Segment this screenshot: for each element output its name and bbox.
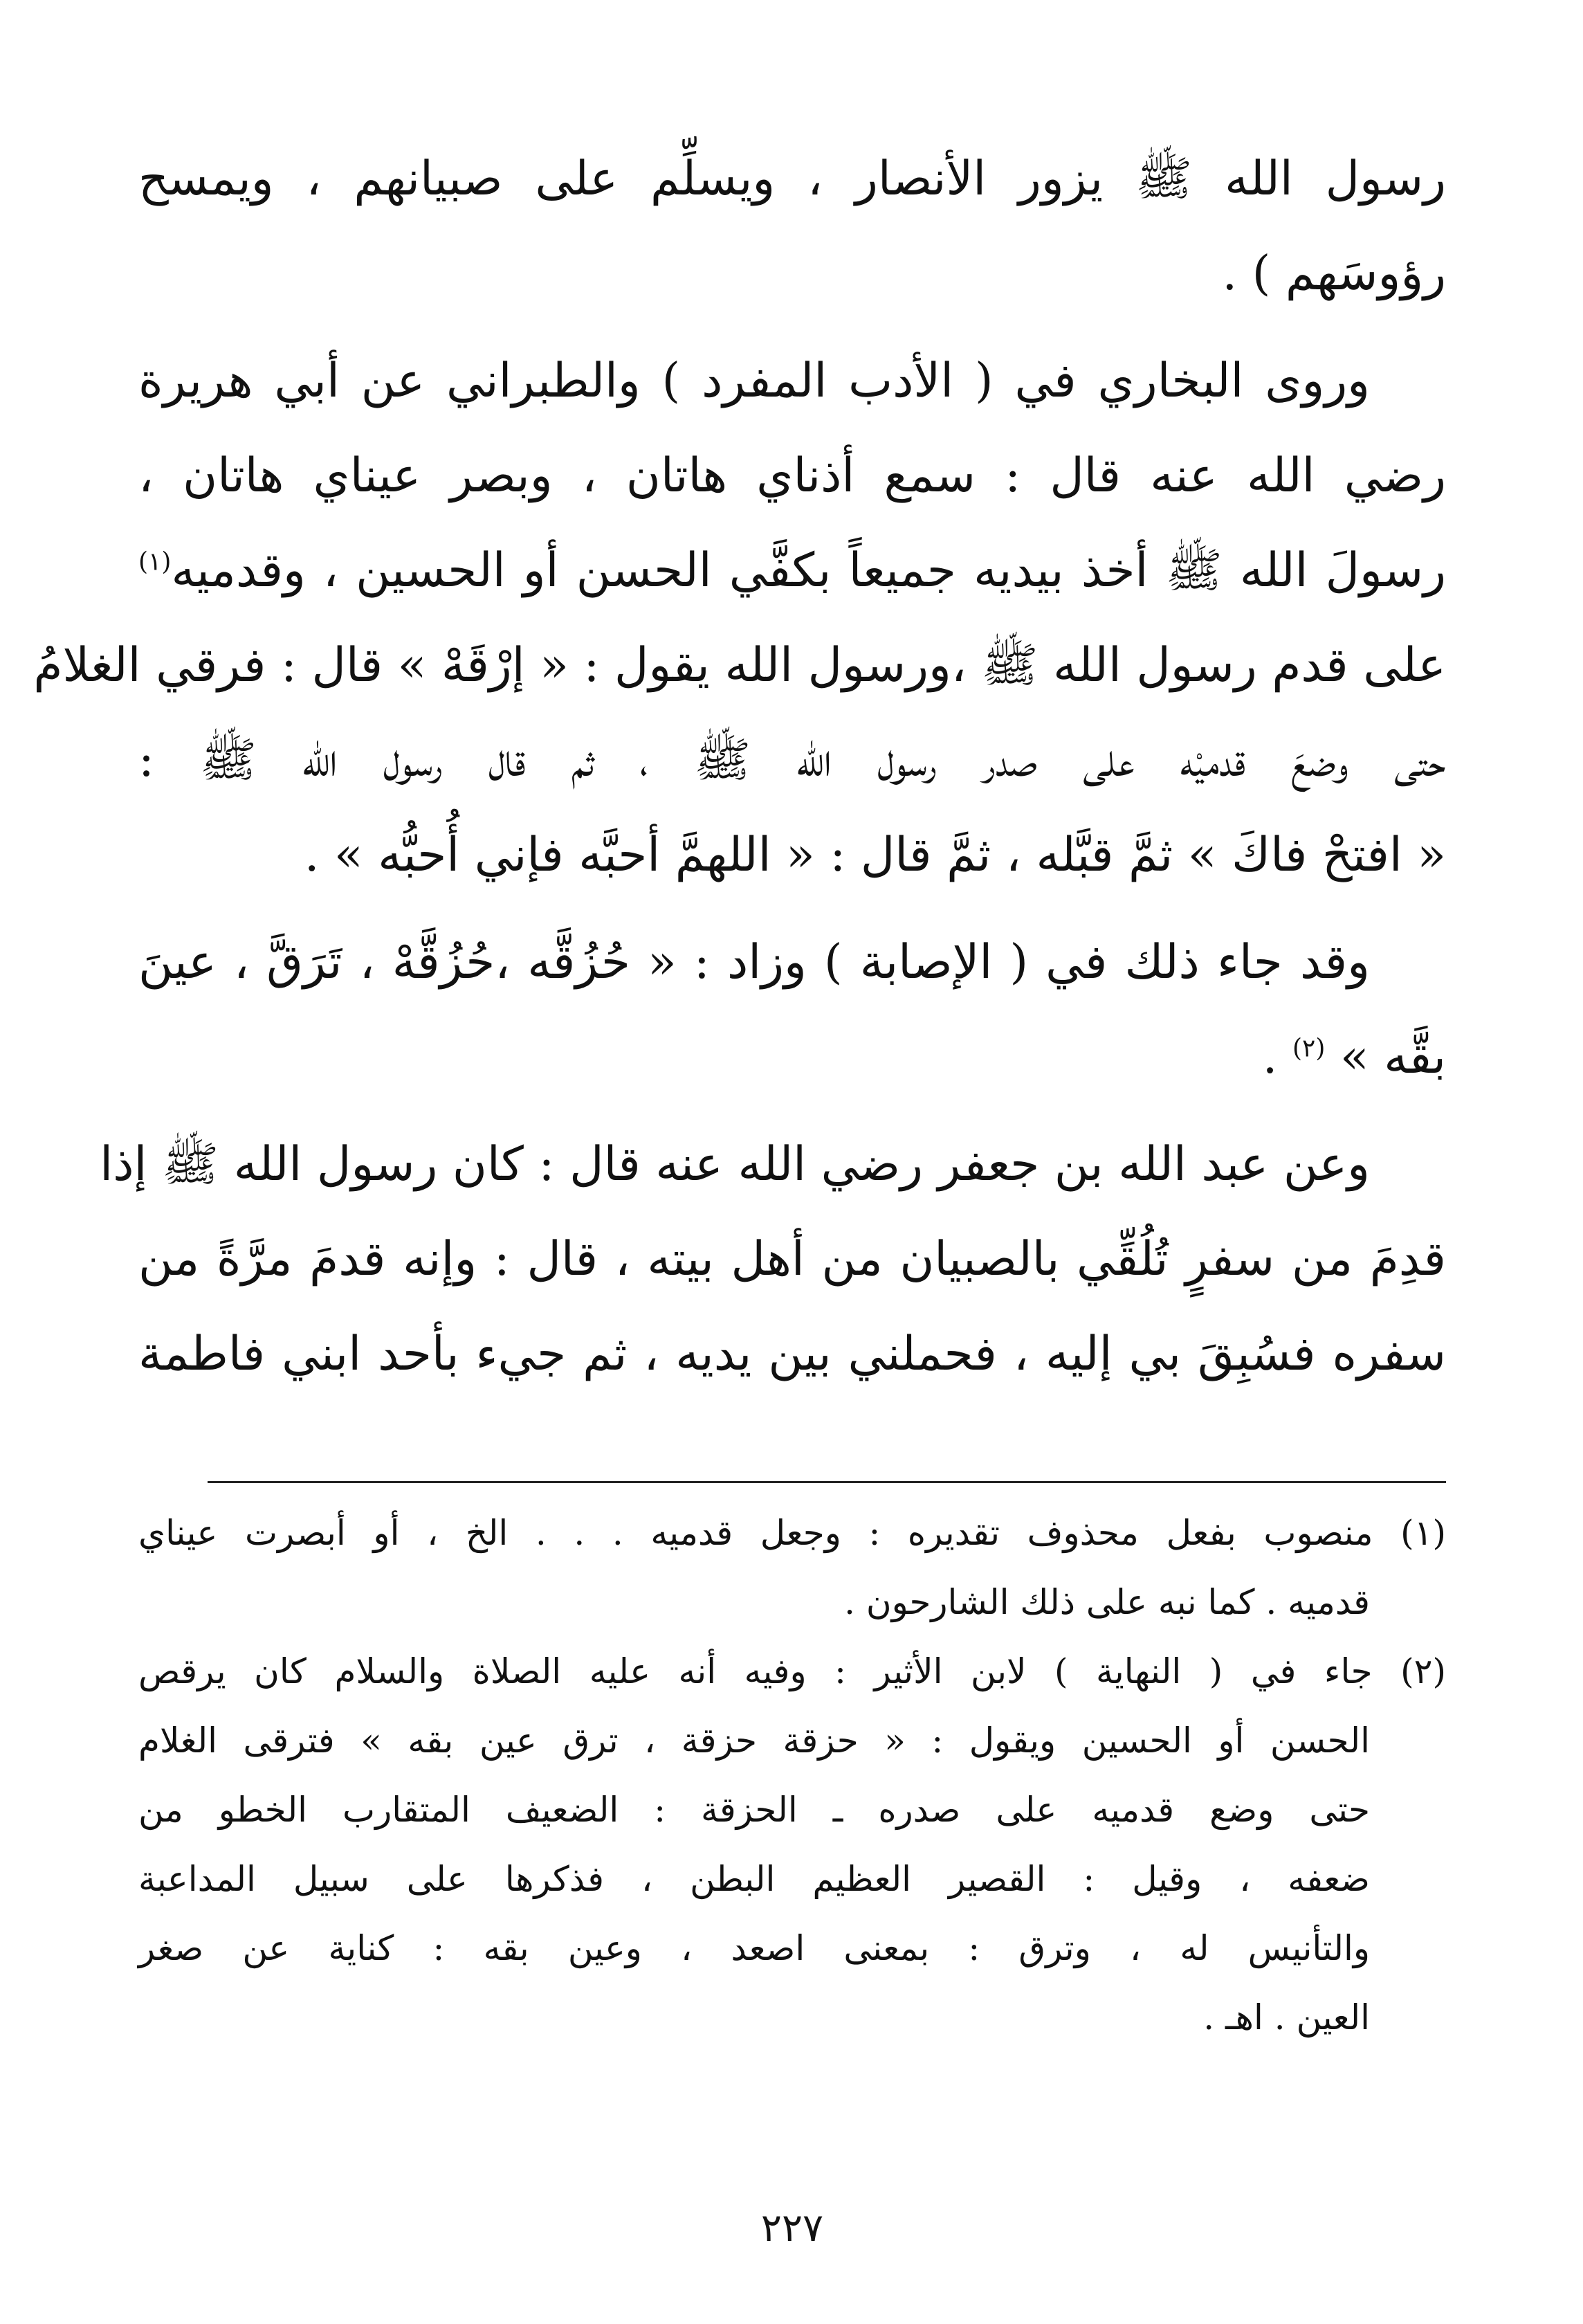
footnote-line: قدميه . كما نبه على ذلك الشارحون . bbox=[844, 1582, 1370, 1622]
text-line: حتى وضعَ قدميْه على صدر رسول الله ﷺ ، ثم قال رسول الله ﷺ : bbox=[138, 733, 1446, 788]
footnote-line: حتى وضع قدميه على صدره ـ الحزقة : الضعيف المتقارب الخطو من bbox=[138, 1790, 1370, 1830]
footnote-line: والتأنيس له ، وترق : بمعنى اصعد ، وعين بقه : كناية عن صغر bbox=[138, 1928, 1370, 1968]
paragraph-gap bbox=[138, 1105, 1446, 1117]
text-line: سفره فسُبِقَ بي إليه ، فحملني بين يديه ، ثم جيء بأحد ابني فاطمة bbox=[138, 1327, 1446, 1381]
footnote-line: الحسن أو الحسين ويقول : « حزقة حزقة ، ترق عين بقه » فترقى الغلام bbox=[138, 1721, 1370, 1761]
footnotes bbox=[138, 1498, 1446, 2052]
text-line: رؤوسَهم ) . bbox=[1222, 246, 1446, 301]
footnote-line: العين . اهـ . bbox=[1203, 1997, 1370, 2037]
text-line: وروى البخاري في ( الأدب المفرد ) والطبراني عن أبي هريرة bbox=[138, 354, 1370, 408]
main-text bbox=[33, 131, 1446, 1401]
footnote-line: ضعفه ، وقيل : القصير العظيم البطن ، فذكرها على سبيل المداعبة bbox=[138, 1859, 1370, 1899]
text-line-with-ref bbox=[138, 1010, 1446, 1105]
text-line: وعن عبد الله بن جعفر رضي الله عنه قال : كان رسول الله ﷺ إذا bbox=[100, 1137, 1370, 1192]
footnote-ref-2: (٢) bbox=[1292, 1034, 1326, 1063]
footnote-ref-1: (١) bbox=[138, 547, 172, 577]
text-line: رضي الله عنه قال : سمع أذناي هاتان ، وبصر عيناي هاتان ، bbox=[138, 448, 1446, 503]
text-span: . bbox=[1262, 1030, 1292, 1084]
paragraph-gap bbox=[138, 902, 1446, 915]
footnote-divider bbox=[208, 1481, 1446, 1483]
book-page bbox=[33, 131, 1446, 2277]
text-span: بقَّه » bbox=[1340, 1030, 1446, 1084]
footnote-line: (٢) جاء في ( النهاية ) لابن الأثير : وفيه أنه عليه الصلاة والسلام كان يرقص bbox=[138, 1651, 1446, 1691]
text-line: قدِمَ من سفرٍ تُلُقِّي بالصبيان من أهل بيته ، قال : وإنه قدمَ مرَّةً من bbox=[138, 1232, 1446, 1287]
page-number: ٢٢٧ bbox=[760, 2206, 824, 2251]
footnote-line: (١) منصوب بفعل محذوف تقديره : وجعل قدميه . . . الخ ، أو أبصرت عيناي bbox=[138, 1513, 1446, 1553]
paragraph-gap bbox=[138, 321, 1446, 334]
text-line: على قدم رسول الله ﷺ ،ورسول الله يقول : « إرْقَهْ » قال : فرقي الغلامُ bbox=[33, 638, 1446, 693]
text-line: « افتحْ فاكَ » ثمَّ قبَّله ، ثمَّ قال : « اللهمَّ أحبَّه فإني أُحبُّه » . bbox=[304, 828, 1446, 882]
text-line: وقد جاء ذلك في ( الإصابة ) وزاد : « حُزُقَّه ،حُزُقَّهْ ، تَرَقَّ ، عينَ bbox=[138, 935, 1370, 990]
text-line: رسول الله ﷺ يزور الأنصار ، ويسلِّم على صبيانهم ، ويمسح bbox=[138, 152, 1446, 206]
text-line-with-ref bbox=[138, 523, 1446, 618]
text-span: رسولَ الله ﷺ أخذ بيديه جميعاً بكفَّي الحسن أو الحسين ، وقدميه bbox=[171, 543, 1446, 598]
